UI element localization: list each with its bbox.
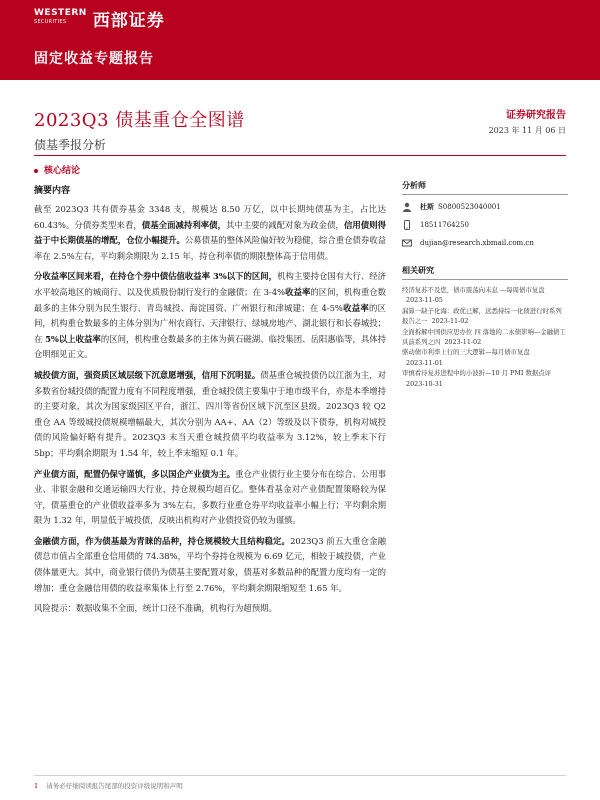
related-research-item[interactable] <box>402 285 568 306</box>
summary-paragraph <box>34 368 386 462</box>
report-date: 2023 年 11 月 06 日 <box>488 126 566 135</box>
body-text: 截至 2023Q3 共有债券基金 3348 支，规模达 8.50 万亿，以中长期纯债基为主，占比达 60.43%。分债券类型来看， <box>34 204 386 230</box>
brand-logo <box>34 8 165 31</box>
body-text: 重仓产业债行业主要分布在综合、公用事业、非银金融和交通运输四大行业，持仓规模均超百亿。整体看基金对产业债配置策略较为保守，债基重仓的产业债收益率多为 3%左右，多数行业重仓券平均收益率小幅上行；平均剩余期限为 1.32 年，明显低于城投债，反映出机构对产业债投资仍较为谨慎。 <box>34 468 387 526</box>
logo-english <box>34 9 87 27</box>
related-title: 审慎看待复苏进程中的小波折—10 月 PMI 数据点评 <box>402 369 552 378</box>
related-date: 2023-11-02 <box>431 317 469 326</box>
related-date: 2023-11-02 <box>444 338 482 347</box>
summary-paragraphs <box>34 202 386 617</box>
body-text: 公募债基的整体风险偏好较为稳健，综合重仓债券收益率在 2.5%左右，平均剩余期限为 2.15 年，持仓利率债的期限整体高于信用债。 <box>34 235 386 261</box>
body-text: 风险提示：数据收集不全面，统计口径不准确，机构行为超预期。 <box>34 603 277 614</box>
report-subtitle: 债基季报分析 <box>34 138 107 152</box>
report-title: 2023Q3 债基重仓全图谱 <box>34 110 245 131</box>
phone-icon <box>402 220 412 230</box>
page-footer <box>34 781 183 790</box>
footer-divider <box>34 775 566 776</box>
related-research-title: 相关研究 <box>402 265 568 280</box>
emphasis-text: 收益率 <box>342 302 370 313</box>
emphasis-text: 产业债方面，配置仍保守谨慎，多以国企产业债为主。 <box>34 468 236 479</box>
summary-paragraph <box>34 467 386 529</box>
report-type: 固定收益专题报告 <box>34 51 154 67</box>
body-text: 其中主要的减配对象为政金债， <box>226 219 344 230</box>
analyst-cert: S0800523040001 <box>438 203 501 211</box>
emphasis-text: 在持仓个券中债估值收益率 3%以下的区间， <box>109 271 278 282</box>
footer-disclaimer: 请务必仔细阅读报告尾部的投资评级说明和声明 <box>46 782 183 790</box>
related-title: 漏算一缺子化海：政优已解，远悉持综一化债进行时系列报告之一 <box>402 306 562 326</box>
page-number: 1 <box>34 782 39 790</box>
body-text: 的区间，机构重仓数最多的主体分别为民生银行、青岛城投、海淀国资、广州银行和津城建；在 4-5% <box>34 286 387 313</box>
analyst-email[interactable]: dujian@research.xbmail.com.cn <box>420 239 534 247</box>
body-text: 的区间，机构重仓数最多的主体为黄石磁湖、临投集团、岳阳惠临等，具体持仓明细见正文。 <box>34 333 387 360</box>
related-research-item[interactable] <box>402 347 568 368</box>
body-text: 机构主要持仓国有大行、经济水平较高地区的城商行、以及优质股份制行发行的金融债；在 3-4% <box>34 271 387 297</box>
logo-en-sub: SECURITIES <box>34 19 67 25</box>
related-title: 全面拆解中国供应思办位 四 落地的二永债影响—金融债工具前系列之四 <box>402 327 566 347</box>
emphasis-text: 信用债则得益于中长期债基的增配，仓位小幅提升。 <box>34 219 387 246</box>
related-research-item[interactable] <box>402 306 568 327</box>
summary-title: 摘要内容 <box>34 186 71 196</box>
related-research-item[interactable] <box>402 327 568 348</box>
summary-paragraph <box>34 269 386 363</box>
sidebar <box>402 180 568 389</box>
title-divider <box>34 155 566 156</box>
logo-en-main: WESTERN <box>34 8 87 18</box>
summary-paragraph <box>34 534 386 596</box>
body-text: 债基重仓城投债仍以江浙为主，对多数省份城投债的配置力度有不同程度增强，重仓城投债主要集中于地市级平台，亦是本季增持的主要对象，其次为国家级园区平台，浙江、四川等省份区域下沉至区县级。2023Q3 较 Q2 重仓 AA 等级城投债规模增幅最大，其次分别为 AA+、AA（2）等级及以下债券，机构对城投债的风险偏好略有提升。2023Q3 末当天重仓城投债平均收益率为 3.12%，较上季末下行 5bp；平均剩余期限为 1.54 年，较上季末缩短 0.1 年。 <box>34 369 387 458</box>
bullet-icon <box>34 169 38 173</box>
person-icon <box>402 202 412 212</box>
emphasis-text: 城投债方面，强资质区域层级下沉意愿增强，信用下沉明显。 <box>34 369 261 380</box>
summary-column <box>34 183 386 622</box>
report-category-tag: 证券研究报告 <box>506 110 566 121</box>
emphasis-text: 金融债方面，作为债基最为青睐的品种，持仓规模较大且结构稳定。 <box>34 535 291 546</box>
body-text: 的区间，机构重仓数最多的主体分别为广州农商行、天津银行、绿城房地产、湖北银行和长春城投；在 <box>34 302 387 344</box>
core-heading-text: 核心结论 <box>44 166 81 176</box>
related-research-list <box>402 285 568 389</box>
body-text: 2023Q3 前五大重仓金融债总市值占全部重仓信用债的 74.38%，平均个券持仓规模为 6.69 亿元，相较于城投债，产业债体量更大。其中，商业银行债仍为债基主要配置对象，债基对多数品种的配置力度均有一定的增加；重仓金融信用债的收益率集体上行至 2.76%，平均剩余期限缩短至 1.65 年。 <box>34 535 386 593</box>
summary-paragraph <box>34 202 386 264</box>
analyst-phone: 18511764250 <box>420 221 469 229</box>
related-title: 经济复苏不及您，债市震荡向未息 —每周债市复盘 <box>402 286 545 294</box>
analyst-info <box>402 201 568 213</box>
phone-row <box>402 219 568 231</box>
emphasis-text: 5%以上收益率 <box>45 333 101 344</box>
report-header <box>0 0 600 80</box>
emphasis-text: 债基全面减持利率债， <box>141 219 227 230</box>
analyst-section-title: 分析师 <box>402 180 568 195</box>
related-title: 驱动债市利率上行的三大逻辑—每月债市复盘 <box>402 348 530 357</box>
related-research-item[interactable] <box>402 368 568 389</box>
related-date: 2023-11-01 <box>406 358 443 367</box>
emphasis-text: 分收益率区间来看， <box>34 271 110 282</box>
emphasis-text: 收益率 <box>285 286 311 297</box>
logo-chinese: 西部证券 <box>92 10 165 31</box>
summary-paragraph <box>34 601 386 617</box>
analyst-name: 杜斯 <box>420 202 434 211</box>
related-date: 2023-10-31 <box>406 379 443 388</box>
related-date: 2023-11-05 <box>406 296 443 305</box>
email-row <box>402 237 568 249</box>
email-icon <box>402 238 412 248</box>
core-conclusion-heading <box>34 163 80 176</box>
